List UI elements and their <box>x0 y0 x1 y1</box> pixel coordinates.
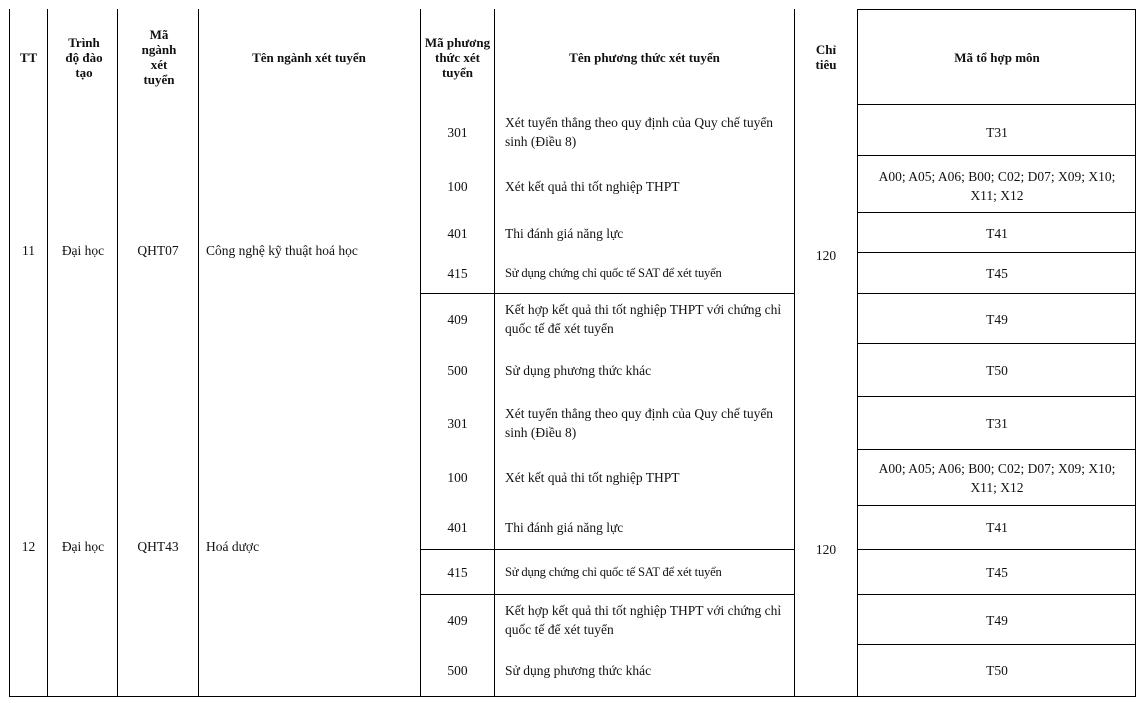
grid-line <box>420 549 795 550</box>
grid-line <box>857 343 1136 344</box>
combo-code: T49 <box>986 311 1008 327</box>
grid-line <box>9 696 1136 697</box>
program-name: Công nghệ kỹ thuật hoá học <box>206 243 358 258</box>
grid-line <box>420 293 795 294</box>
header-ten-phuong-thuc: Tên phương thức xét tuyển <box>569 49 720 65</box>
grid-line <box>857 594 1136 595</box>
grid-line <box>198 9 199 697</box>
header-ma-nganh: Mã ngành xét tuyển <box>141 27 177 87</box>
method-code: 415 <box>447 565 468 580</box>
combo-code: A00; A05; A06; B00; C02; D07; X09; X10; X11; X12 <box>878 460 1116 495</box>
method-code: 100 <box>447 178 468 194</box>
method-name: Xét tuyển thẳng theo quy định của Quy chế tuyển sinh (Điều 8) <box>505 115 774 149</box>
grid-line <box>857 549 1136 550</box>
combo-code: T31 <box>986 415 1008 431</box>
method-code: 500 <box>447 362 468 378</box>
header-trinh-do: Trình độ đào tạo <box>65 34 103 80</box>
method-name: Xét kết quả thi tốt nghiệp THPT <box>505 178 680 194</box>
grid-line <box>857 396 1136 397</box>
combo-code: A00; A05; A06; B00; C02; D07; X09; X10; X11; X12 <box>878 169 1116 203</box>
grid-line <box>857 252 1136 253</box>
method-name: Xét kết quả thi tốt nghiệp THPT <box>505 470 680 485</box>
header-ma-to-hop: Mã tổ hợp môn <box>954 49 1040 65</box>
grid-line <box>857 212 1136 213</box>
method-code: 500 <box>447 663 468 678</box>
grid-line <box>857 449 1136 450</box>
method-code: 415 <box>447 266 468 281</box>
method-name: Sử dụng chứng chỉ quốc tế SAT để xét tuyển <box>505 565 722 579</box>
grid-line <box>857 293 1136 294</box>
method-code: 409 <box>447 612 468 628</box>
method-name: Kết hợp kết quả thi tốt nghiệp THPT với chứng chỉ quốc tế để xét tuyển <box>505 302 782 336</box>
method-code: 100 <box>447 470 468 485</box>
combo-code: T31 <box>986 124 1008 140</box>
combo-code: T45 <box>986 266 1008 281</box>
program-code: QHT43 <box>137 538 179 554</box>
grid-line <box>117 9 118 697</box>
program-level: Đại học <box>61 538 105 554</box>
method-name: Sử dụng phương thức khác <box>505 362 652 378</box>
method-code: 301 <box>447 124 468 140</box>
header-ten-nganh: Tên ngành xét tuyển <box>252 49 366 65</box>
combo-code: T45 <box>986 565 1008 580</box>
grid-line <box>9 9 10 697</box>
grid-line <box>857 9 1136 10</box>
method-name: Sử dụng chứng chỉ quốc tế SAT để xét tuyển <box>505 266 722 280</box>
grid-line <box>857 155 1136 156</box>
header-chi-tieu: Chỉ tiêu <box>815 42 837 72</box>
combo-code: T50 <box>986 362 1008 378</box>
method-name: Thi đánh giá năng lực <box>505 225 624 241</box>
method-code: 401 <box>447 225 468 241</box>
grid-line <box>857 505 1136 506</box>
header-tt: TT <box>19 49 38 65</box>
header-ma-phuong-thuc: Mã phương thức xét tuyển <box>424 34 491 80</box>
combo-code: T50 <box>986 663 1008 678</box>
method-code: 401 <box>447 520 468 535</box>
program-name: Hoá dược <box>206 538 260 554</box>
program-tt: 12 <box>21 538 36 554</box>
grid-line <box>857 644 1136 645</box>
method-name: Kết hợp kết quả thi tốt nghiệp THPT với chứng chỉ quốc tế để xét tuyển <box>505 603 782 637</box>
method-name: Thi đánh giá năng lực <box>505 520 624 535</box>
method-name: Xét tuyển thẳng theo quy định của Quy chế tuyển sinh (Điều 8) <box>505 406 774 440</box>
program-code: QHT07 <box>137 243 179 258</box>
method-name: Sử dụng phương thức khác <box>505 663 652 678</box>
grid-line <box>420 594 795 595</box>
method-code: 301 <box>447 415 468 431</box>
program-tt: 11 <box>22 243 35 258</box>
method-code: 409 <box>447 311 468 327</box>
combo-code: T41 <box>986 225 1008 241</box>
program-level: Đại học <box>61 243 105 258</box>
program-quota: 120 <box>815 248 837 263</box>
grid-line <box>47 9 48 697</box>
program-quota: 120 <box>815 541 837 557</box>
grid-line <box>857 104 1136 105</box>
combo-code: T41 <box>986 520 1008 535</box>
combo-code: T49 <box>986 612 1008 628</box>
